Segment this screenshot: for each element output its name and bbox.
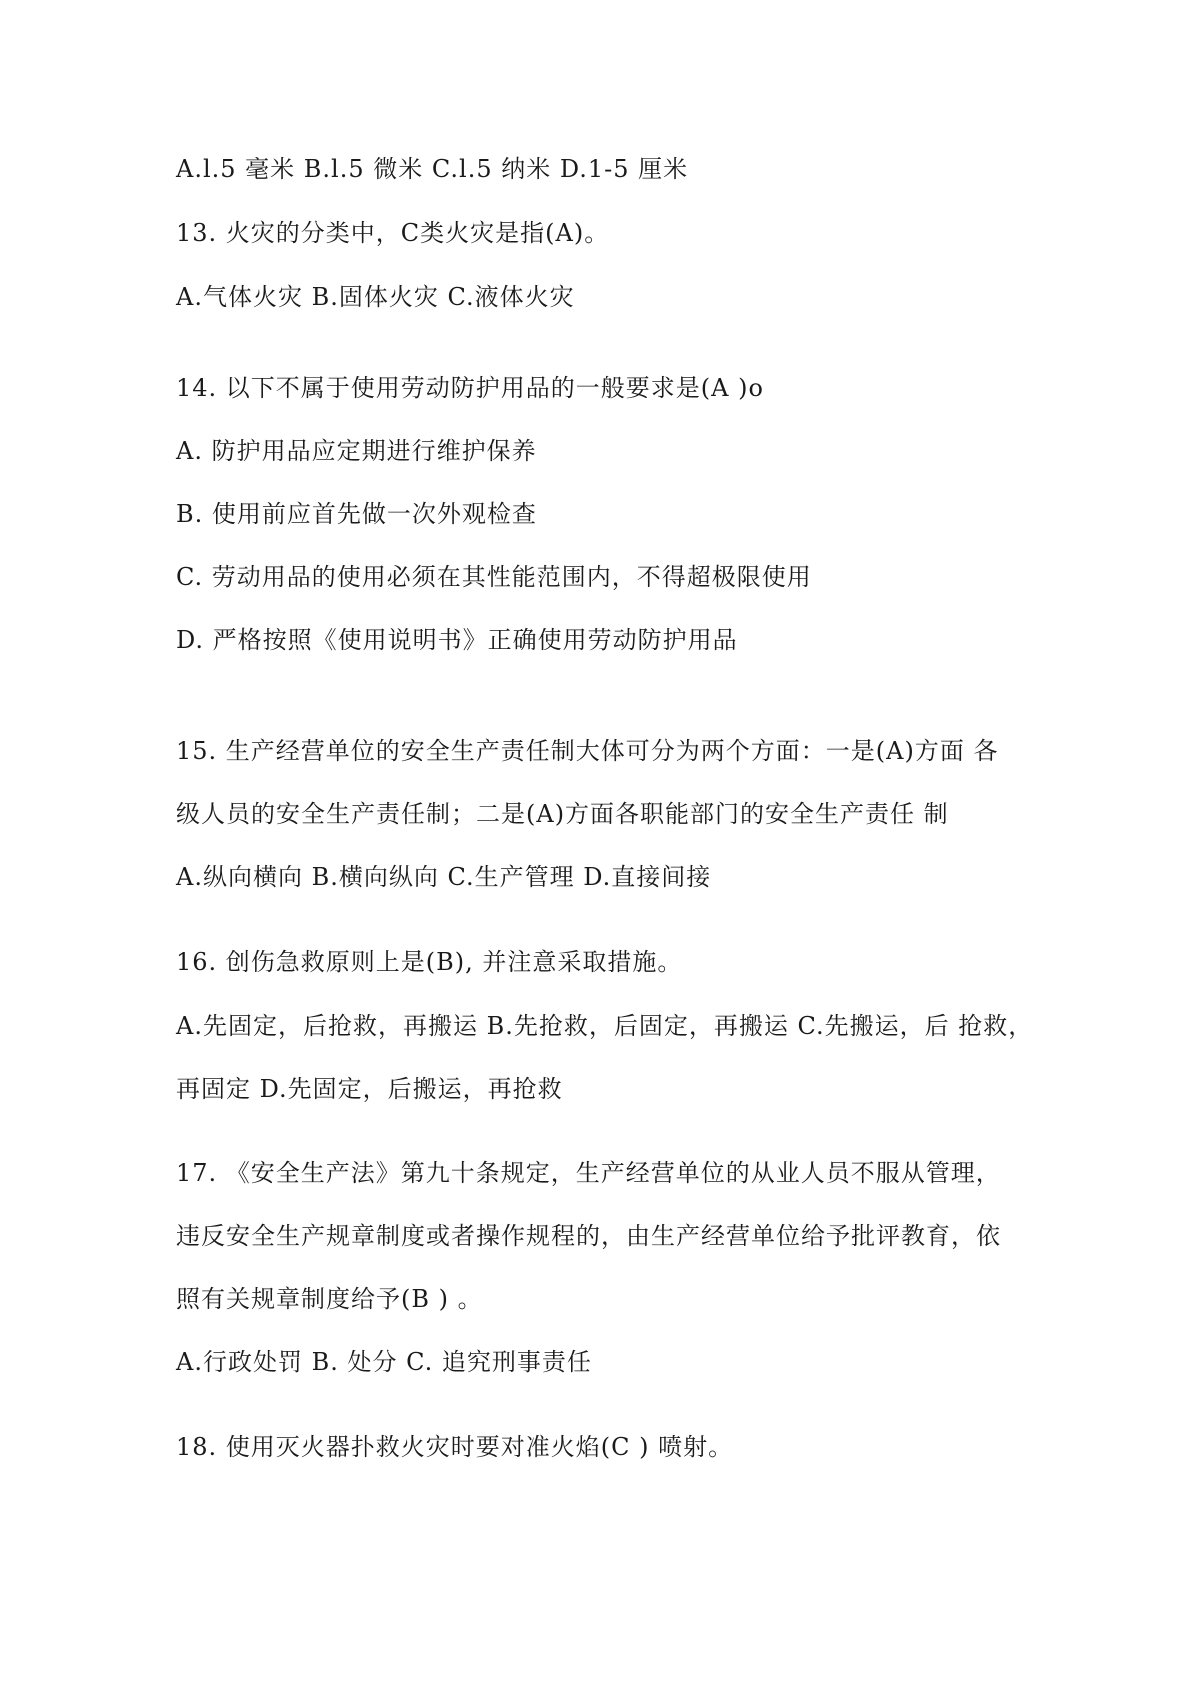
q12-options: A.l.5 毫米 B.l.5 微米 C.l.5 纳米 D.1-5 厘米 bbox=[176, 155, 689, 183]
q16-options-line-2: 再固定 D.先固定，后搬运，再抢救 bbox=[176, 1075, 563, 1103]
q17-options: A.行政处罚 B. 处分 C. 追究刑事责任 bbox=[176, 1348, 592, 1376]
q14-option-c: C. 劳动用品的使用必须在其性能范围内，不得超极限使用 bbox=[176, 563, 812, 591]
q16-options-line-1: A.先固定，后抢救，再搬运 B.先抢救，后固定，再搬运 C.先搬运，后 抢救， bbox=[176, 1012, 1034, 1040]
q14-question: 14. 以下不属于使用劳动防护用品的一般要求是(A )o bbox=[176, 374, 764, 402]
q14-option-a: A. 防护用品应定期进行维护保养 bbox=[176, 437, 537, 465]
q18-question: 18. 使用灭火器扑救火灾时要对准火焰(C ) 喷射。 bbox=[176, 1433, 734, 1461]
q13-question: 13. 火灾的分类中，C类火灾是指(A)。 bbox=[176, 219, 610, 247]
q15-options: A.纵向横向 B.横向纵向 C.生产管理 D.直接间接 bbox=[176, 863, 712, 891]
q14-option-d: D. 严格按照《使用说明书》正确使用劳动防护用品 bbox=[176, 626, 738, 654]
q15-question-line-2: 级人员的安全生产责任制；二是(A)方面各职能部门的安全生产责任 制 bbox=[176, 800, 949, 828]
q16-question: 16. 创伤急救原则上是(B), 并注意采取措施。 bbox=[176, 948, 683, 976]
q15-question-line-1: 15. 生产经营单位的安全生产责任制大体可分为两个方面：一是(A)方面 各 bbox=[176, 737, 999, 765]
q14-option-b: B. 使用前应首先做一次外观检查 bbox=[176, 500, 537, 528]
q17-question-line-2: 违反安全生产规章制度或者操作规程的，由生产经营单位给予批评教育，依 bbox=[176, 1222, 1001, 1250]
q13-options: A.气体火灾 B.固体火灾 C.液体火灾 bbox=[176, 283, 575, 311]
q17-question-line-3: 照有关规章制度给予(B ) 。 bbox=[176, 1285, 483, 1313]
q17-question-line-1: 17. 《安全生产法》第九十条规定，生产经营单位的从业人员不服从管理， bbox=[176, 1159, 1001, 1187]
